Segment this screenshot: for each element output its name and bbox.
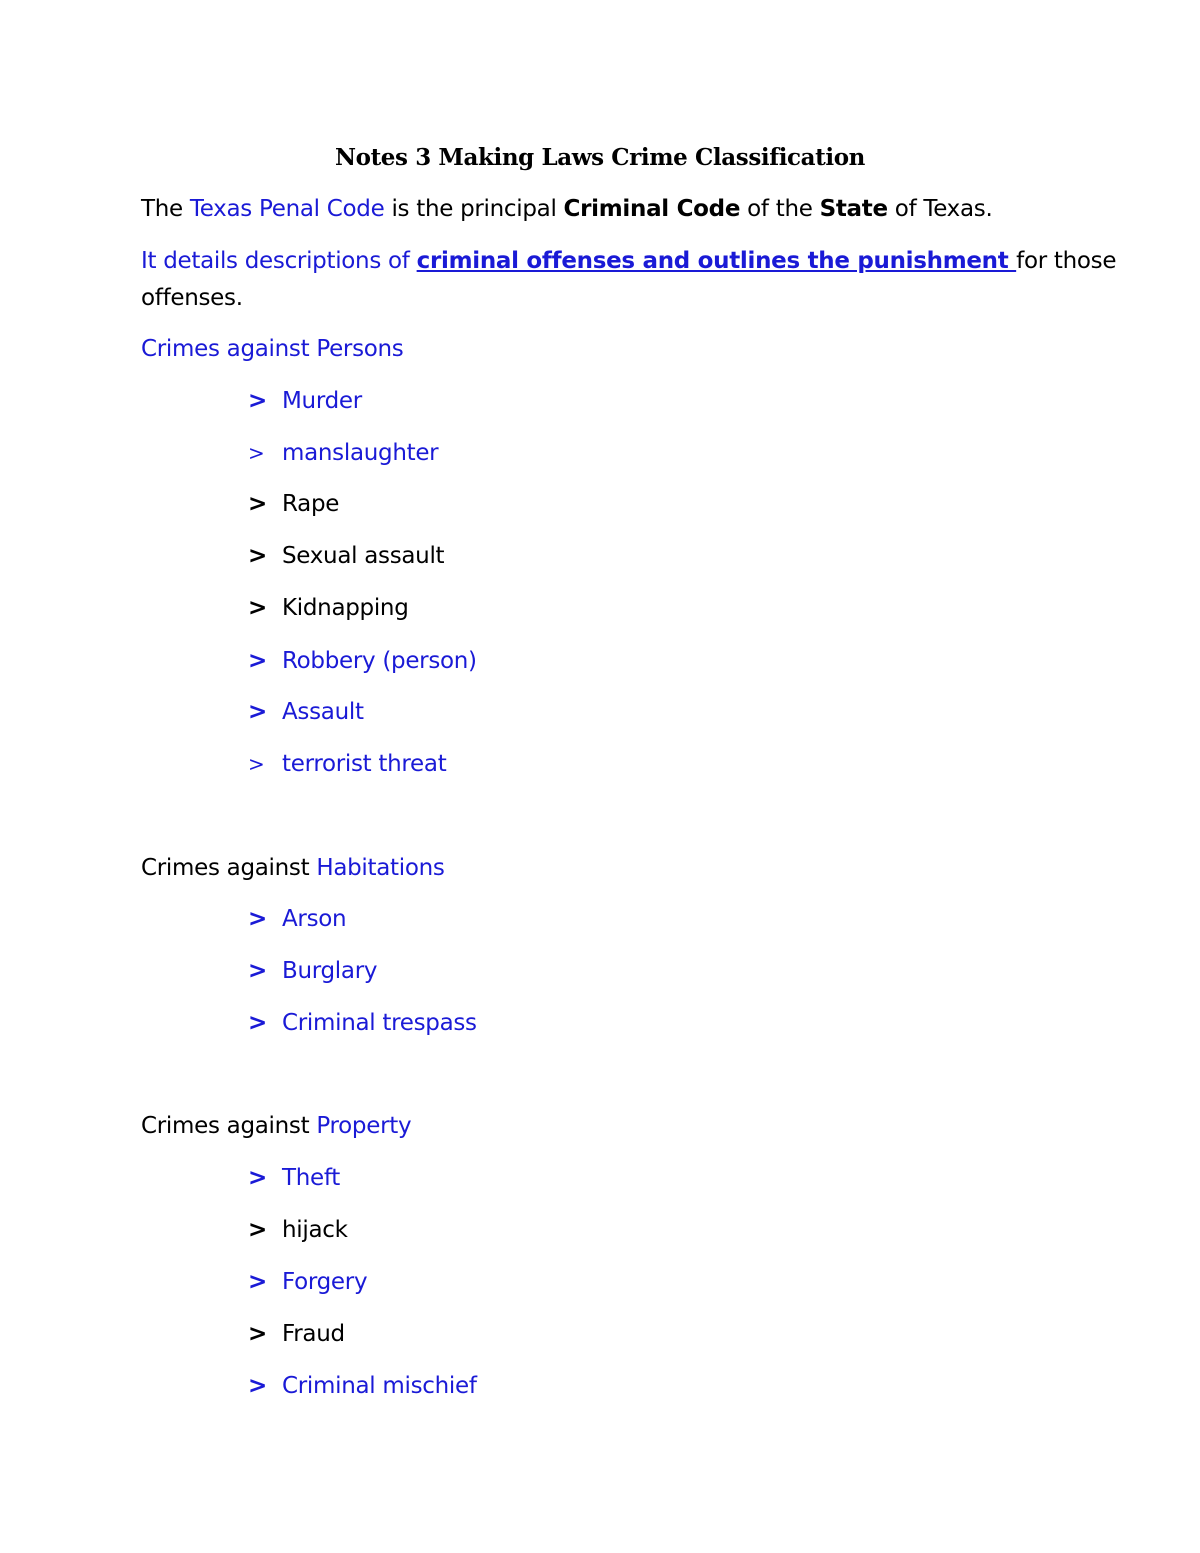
arrow-bullet-icon: > [248, 1010, 267, 1036]
intro1-state: State [819, 196, 888, 222]
arrow-bullet-icon: > [248, 388, 267, 414]
arrow-bullet-icon: > [248, 1217, 267, 1243]
document-title: Notes 3 Making Laws Crime Classification [335, 144, 865, 171]
list-item: > Rape [248, 491, 340, 517]
intro1-text-the: The [141, 196, 190, 222]
heading-crimes-against-property: Crimes against Property [141, 1113, 412, 1139]
arrow-bullet-icon: > [248, 1269, 267, 1295]
intro1-text-principal: is the principal [384, 196, 564, 222]
intro1-criminal-code: Criminal Code [563, 196, 741, 222]
intro1-texas-penal-code: Texas Penal Code [189, 196, 385, 222]
list-item: > Theft [248, 1165, 340, 1191]
intro2-text-it: It [141, 248, 164, 274]
arrow-bullet-icon: > [248, 491, 267, 517]
list-item: > Sexual assault [248, 543, 445, 569]
intro1-text-of-the: of the [740, 196, 820, 222]
list-item: > manslaughter [248, 440, 439, 466]
list-item: > Murder [248, 388, 362, 414]
list-item: > terrorist threat [248, 751, 447, 777]
intro2-text-for-those: for those [1016, 248, 1117, 274]
arrow-bullet-icon: > [248, 1373, 267, 1399]
arrow-bullet-icon: > [248, 958, 267, 984]
arrow-bullet-icon: > [248, 441, 265, 465]
heading-crimes-against-persons: Crimes against Persons [141, 336, 404, 362]
list-item: > Forgery [248, 1269, 368, 1295]
arrow-bullet-icon: > [248, 648, 267, 674]
list-item: > Arson [248, 906, 347, 932]
list-item: > Criminal trespass [248, 1010, 477, 1036]
arrow-bullet-icon: > [248, 1321, 267, 1347]
list-item: > Burglary [248, 958, 378, 984]
list-item: > hijack [248, 1217, 348, 1243]
intro2-details-descriptions: details descriptions of [163, 248, 417, 274]
list-item: > Robbery (person) [248, 648, 477, 674]
arrow-bullet-icon: > [248, 906, 267, 932]
arrow-bullet-icon: > [248, 752, 265, 776]
intro-paragraph-1 [141, 194, 992, 224]
intro1-text-of-texas: of Texas. [887, 196, 993, 222]
list-item: > Criminal mischief [248, 1373, 477, 1399]
list-item: > Kidnapping [248, 595, 409, 621]
arrow-bullet-icon: > [248, 1165, 267, 1191]
intro2-criminal-offenses-link[interactable]: criminal offenses and outlines the punishment [416, 248, 1017, 274]
arrow-bullet-icon: > [248, 543, 267, 569]
arrow-bullet-icon: > [248, 699, 267, 725]
list-item: > Assault [248, 699, 364, 725]
list-item: > Fraud [248, 1321, 345, 1347]
intro-paragraph-2-line-2: offenses. [141, 285, 243, 311]
arrow-bullet-icon: > [248, 595, 267, 621]
intro-paragraph-2 [141, 246, 1116, 276]
heading-crimes-against-habitations: Crimes against Habitations [141, 855, 445, 881]
